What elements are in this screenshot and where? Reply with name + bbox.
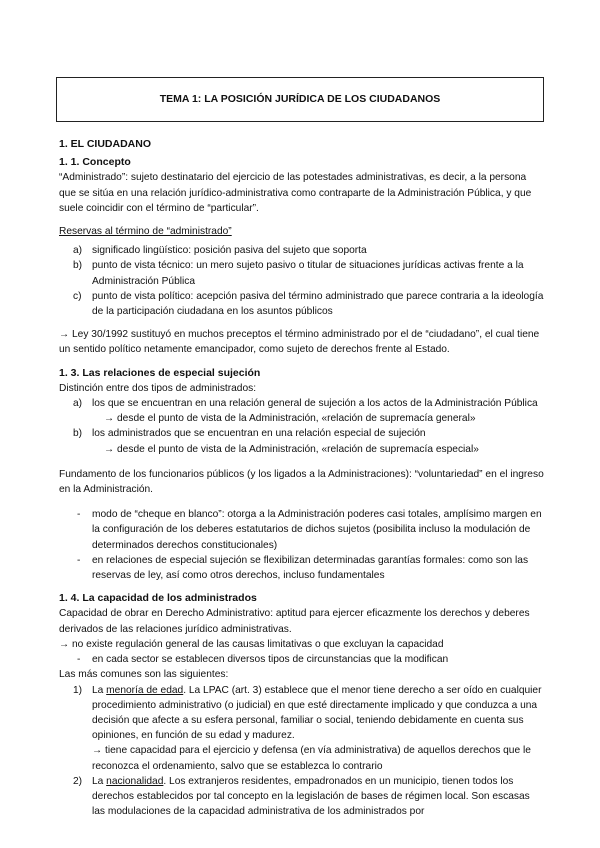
subsection-heading-especial: 1. 3. Las relaciones de especial sujeción	[59, 366, 261, 379]
subsection-heading-concepto: 1. 1. Concepto	[59, 156, 131, 169]
fundamento-paragraph: Fundamento de los funcionarios públicos (y los ligados a la Administraciones): “voluntariedad” en el ingreso en la Administración.	[59, 468, 544, 496]
document-body	[59, 137, 545, 819]
reservas-list	[59, 243, 545, 319]
section-heading: 1. EL CIUDADANO	[59, 138, 151, 150]
subsection-heading-capacidad: 1. 4. La capacidad de los administrados	[59, 592, 257, 605]
sub-note: → tiene capacidad para el ejercicio y defensa (en vía administrativa) de aquellos derechos que le reconozca el ordenamiento, salvo que se establezca lo contrario	[92, 745, 531, 772]
capacidad-intro: Capacidad de obrar en Derecho Administrativo: aptitud para ejercer eficazmente los derechos y deberes derivados de las relaciones jurídico administrativas.	[59, 608, 530, 635]
ley-note: → Ley 30/1992 sustituyó en muchos preceptos el término administrado por el de “ciudadano”, el cual tiene un sentido político netamente emancipador, como sujeto de derechos frente al Estado.	[59, 329, 540, 356]
list-item: 2) La nacionalidad. Los extranjeros residentes, empadronados en un municipio, tienen todos los derechos establecidos por tal concepto en la legislación de bases de régimen local. Son escasas las modulaciones de la capacidad administrativa de los administrados por	[73, 775, 530, 818]
document-title-box	[56, 77, 544, 122]
sub-note: → desde el punto de vista de la Administración, «relación de supremacía especial»	[104, 443, 479, 455]
list-item: - modo de “cheque en blanco”: otorga a la Administración poderes casi totales, amplísimo margen en la configuración de los deberes estatutarios de dichos sujetos (posibilita incluso la modulación de determinados derechos constitucionales)	[77, 509, 542, 551]
comunes-line: Las más comunes son las siguientes:	[59, 669, 229, 681]
list-item: 1) La menoría de edad. La LPAC (art. 3) establece que el menor tiene derecho a ser oído en cualquier procedimiento administrativo (o judicial) en que esté directamente implicado y que conduzca a una decisión que afecte a su esfera personal, familiar o social, teniendo debidamente en cuenta sus opiniones, en función de su edad y madurez. → tiene capacidad para el ejercicio y defensa (en vía administrativa) de aquellos derechos que le reconozca el ordenamiento, salvo que se establezca lo contrario	[73, 684, 542, 772]
capacidad-arrow-note: → no existe regulación general de las causas limitativas o que excluyan la capacidad	[59, 638, 444, 650]
capacidad-dash-list	[59, 652, 545, 667]
list-item: b) los administrados que se encuentran en una relación especial de sujeción → desde el punto de vista de la Administración, «relación de supremacía especial»	[59, 426, 545, 456]
list-item: a) los que se encuentran en una relación general de sujeción a los actos de la Administración Pública → desde el punto de vista de la Administración, «relación de supremacía general»	[59, 396, 545, 426]
list-item: a) significado lingüístico: posición pasiva del sujeto que soporta	[73, 245, 367, 257]
concepto-paragraph: “Administrado”: sujeto destinatario del ejercicio de las potestades administrativas, es decir, a la persona que se sitúa en una relación jurídico-administrativa como contraparte de la Administración Pública, y que suele coincidir con el término de “particular”.	[59, 172, 532, 214]
list-item: c) punto de vista político: acepción pasiva del término administrado que parece contraria a la ideología de la participación ciudadana en los asuntos públicos	[73, 290, 544, 318]
capacidad-numbered-list	[59, 683, 545, 820]
especial-list	[59, 396, 545, 457]
list-item: b) punto de vista técnico: un mero sujeto pasivo o titular de situaciones jurídicas activas frente a la Administración Pública	[73, 260, 524, 287]
reservas-heading: Reservas al término de “administrado”	[59, 226, 232, 238]
list-item: - en cada sector se establecen diversos tipos de circunstancias que la modifican	[77, 654, 449, 666]
especial-intro: Distinción entre dos tipos de administrados:	[59, 382, 257, 394]
sub-note: → desde el punto de vista de la Administración, «relación de supremacía general»	[104, 413, 476, 425]
especial-dash-list	[59, 507, 545, 583]
list-item: - en relaciones de especial sujeción se flexibilizan determinadas garantías formales: como son las reservas de ley, así como otros derechos, incluso fundamentales	[77, 554, 529, 582]
document-title: TEMA 1: LA POSICIÓN JURÍDICA DE LOS CIUDADANOS	[159, 92, 441, 105]
